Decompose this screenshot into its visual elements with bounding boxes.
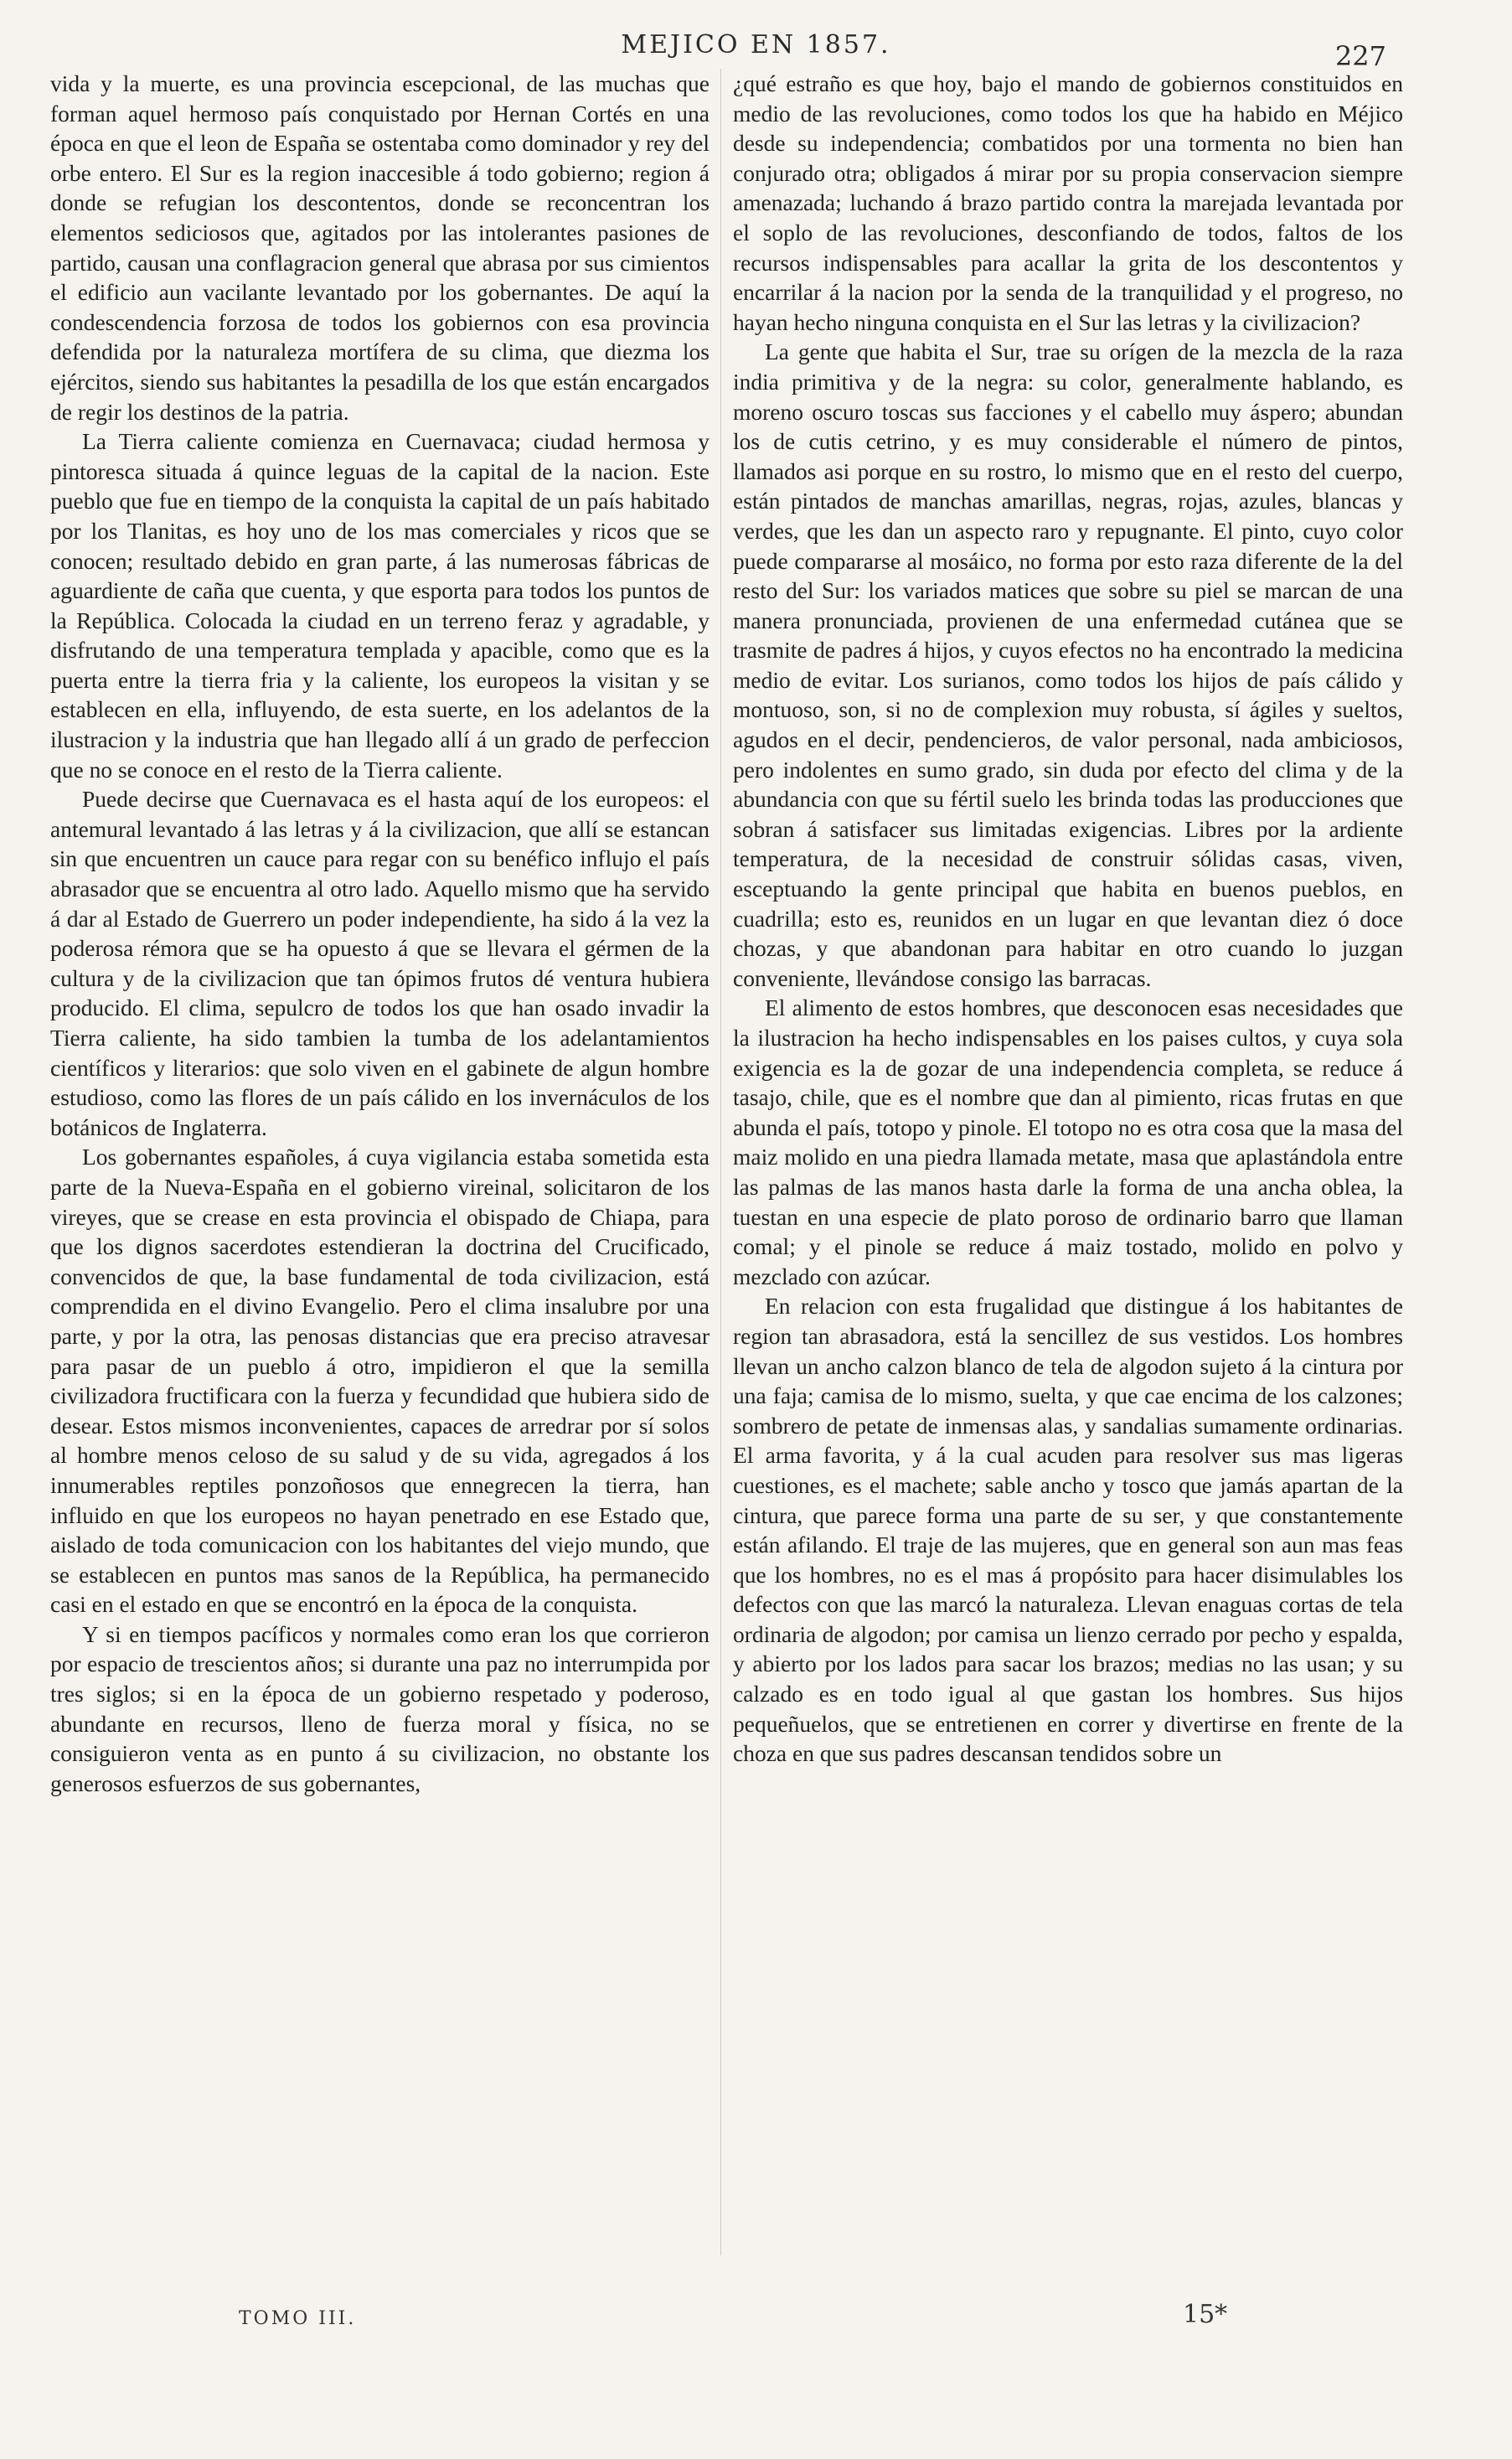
paragraph: La Tierra caliente comienza en Cuernavaca; ciudad hermosa y pintoresca situada á quince leguas de la capital de la nacion. Este pueblo que fue en tiempo de la conquista la capital de un país habitado por los Tlanitas, es hoy uno de los mas comerciales y ricos que se conocen; resultado debido en gran parte, á las numerosas fábricas de aguardiente de caña que cuenta, y que esporta para todos los puntos de la República. Colocada la ciudad en un terreno feraz y agradable, y disfrutando de una temperatura templada y apacible, como que es la puerta entre la tierra fria y la caliente, los europeos la visitan y se establecen en ella, influyendo, de esta suerte, en los adelantos de la ilustracion y la industria que han llegado allí á un grado de perfeccion que no se conoce en el resto de la Tierra caliente. xyxy=(50,428,710,783)
right-column xyxy=(733,69,1403,2281)
paragraph: vida y la muerte, es una provincia escepcional, de las muchas que forman aquel hermoso país conquistado por Hernan Cortés en una época en que el leon de España se ostentaba como dominador y rey del orbe entero. El Sur es la region inaccesible á todo gobierno; region á donde se refugian los descontentos, donde se reconcentran los elementos sediciosos que, agitados por las intolerantes pasiones de partido, causan una conflagracion general que abrasa por sus cimientos el edificio aun vacilante levantado por los gobernantes. De aquí la condescendencia forzosa de todos los gobiernos con esa provincia defendida por la naturaleza mortífera de su clima, que diezma los ejércitos, siendo sus habitantes la pesadilla de los que están encargados de regir los destinos de la patria. xyxy=(50,70,710,425)
column-divider xyxy=(720,69,721,2255)
signature-mark: 15* xyxy=(1183,2300,1228,2329)
paragraph: En relacion con esta frugalidad que distingue á los habitantes de region tan abrasadora, está la sencillez de sus vestidos. Los hombres llevan un ancho calzon blanco de tela de algodon sujeto á la cintura por una faja; camisa de lo mismo, suelta, y que cae encima de los calzones; sombrero de petate de inmensas alas, y sandalias sumamente ordinarias. El arma favorita, y á la cual acuden para resolver sus mas ligeras cuestiones, es el machete; sable ancho y tosco que jamás apartan de la cintura, que parece forma una parte de su ser, y que constantemente están afilando. El traje de las mujeres, que en general son aun mas feas que los hombres, no es el mas á propósito para hacer disimulables los defectos con que las marcó la naturaleza. Llevan enaguas cortas de tela ordinaria de algodon; por camisa un lienzo cerrado por pecho y espalda, y abierto por los lados para sacar los brazos; medias no las usan; y su calzado es en todo igual al que gastan los hombres. Sus hijos pequeñuelos, que se entretienen en correr y divertirse en frente de la choza en que sus padres descansan tendidos sobre un xyxy=(733,1293,1403,1767)
left-column xyxy=(50,69,710,2281)
running-head: MEJICO EN 1857. xyxy=(621,30,891,59)
paragraph: Puede decirse que Cuernavaca es el hasta aquí de los europeos: el antemural levantado á las letras y á la civilizacion, que allí se estancan sin que encuentren un cauce para regar con su benéfico influjo el país abrasador que se encuentra al otro lado. Aquello mismo que ha servido á dar al Estado de Guerrero un poder independiente, ha sido á la vez la poderosa rémora que se ha opuesto á que se llevara el gérmen de la cultura y de la civilizacion que tan ópimos frutos dé ventura hubiera producido. El clima, sepulcro de todos los que han osado invadir la Tierra caliente, ha sido tambien la tumba de los adelantamientos científicos y literarios: que solo viven en el gabinete de algun hombre estudioso, como las flores de un país cálido en los invernáculos de los botánicos de Inglaterra. xyxy=(50,786,710,1140)
paragraph: Los gobernantes españoles, á cuya vigilancia estaba sometida esta parte de la Nueva-España en el gobierno vireinal, solicitaron de los vireyes, que se crease en esta provincia el obispado de Chiapa, para que los dignos sacerdotes estendieran la doctrina del Crucificado, convencidos de que, la base fundamental de toda civilizacion, está comprendida en el divino Evangelio. Pero el clima insalubre por una parte, y por la otra, las penosas distancias que era preciso atravesar para pasar de un pueblo á otro, impidieron el que la semilla civilizadora fructificara con la fuerza y fecundidad que hubiera sido de desear. Estos mismos inconvenientes, capaces de arredrar por sí solos al hombre menos celoso de su salud y de su vida, agregados á los innumerables reptiles ponzoñosos que ennegrecen la tierra, han influido en que los europeos no hayan penetrado en ese Estado que, aislado de toda comunicacion con los habitantes del viejo mundo, que se establecen en puntos mas sanos de la República, ha permanecido casi en el estado en que se encontró en la época de la conquista. xyxy=(50,1144,710,1618)
paragraph: Y si en tiempos pacíficos y normales como eran los que corrieron por espacio de trescientos años; si durante una paz no interrumpida por tres siglos; si en la época de un gobierno respetado y poderoso, abundante en recursos, lleno de fuerza moral y física, no se consiguieron venta as en punto á su civilizacion, no obstante los generosos esfuerzos de sus gobernantes, xyxy=(50,1620,710,1796)
page-number: 227 xyxy=(1334,40,1386,72)
paragraph: ¿qué estraño es que hoy, bajo el mando de gobiernos constituidos en medio de las revoluciones, como todos los que ha habido en Méjico desde su independencia; combatidos por una tormenta no bien han conjurado otra; obligados á mirar por su propia conservacion siempre amenazada; luchando á brazo partido contra la marejada levantada por el soplo de las revoluciones, desconfiando de todos, faltos de los recursos indispensables para acallar la grita de los descontentos y encarrilar á la nacion por la senda de la tranquilidad y el progreso, no hayan hecho ninguna conquista en el Sur las letras y la civilizacion? xyxy=(733,70,1403,335)
volume-label: TOMO III. xyxy=(239,2308,357,2329)
paragraph: La gente que habita el Sur, trae su orígen de la mezcla de la raza india primitiva y de la negra: su color, generalmente hablando, es moreno oscuro toscas sus facciones y el cabello muy áspero; abundan los de cutis cetrino, y es muy considerable el número de pintos, llamados asi porque en su rostro, lo mismo que en el resto del cuerpo, están pintados de manchas amarillas, negras, rojas, azules, blancas y verdes, que les dan un aspecto raro y repugnante. El pinto, cuyo color puede compararse al mosáico, no forma por esto raza diferente de la del resto del Sur: los variados matices que sobre su piel se marcan de una manera pronunciada, provienen de una enfermedad cutánea que se trasmite de padres á hijos, y cuyos efectos no ha encontrado la medicina medio de evitar. Los surianos, como todos los hijos de país cálido y montuoso, son, si no de complexion muy robusta, sí ágiles y sueltos, agudos en el decir, pendencieros, de valor personal, nada ambiciosos, pero indolentes en sumo grado, sin duda por efecto del clima y de la abundancia con que su fértil suelo les brinda todas las producciones que sobran á satisfacer sus limitadas exigencias. Libres por la ardiente temperatura, de la necesidad de construir sólidas casas, viven, esceptuando la gente principal que habita en buenos pueblos, en cuadrilla; esto es, reunidos en un lugar en que levantan diez ó doce chozas, y que abandonan para habitar en otro cuando lo juzgan conveniente, llevándose consigo las barracas. xyxy=(733,338,1403,991)
paragraph: El alimento de estos hombres, que desconocen esas necesidades que la ilustracion ha hecho indispensables en los paises cultos, y cuya sola exigencia es la de gozar de una independencia completa, se reduce á tasajo, chile, que es el nombre que dan al pimiento, ricas frutas en que abunda el país, totopo y pinole. El totopo no es otra cosa que la masa del maiz molido en una piedra llamada metate, masa que aplastándola entre las palmas de las manos hasta darle la forma de una ancha oblea, la tuestan en una especie de plato poroso de ordinario barro que llaman comal; y el pinole se reduce á maiz tostado, molido en polvo y mezclado con azúcar. xyxy=(733,994,1403,1289)
